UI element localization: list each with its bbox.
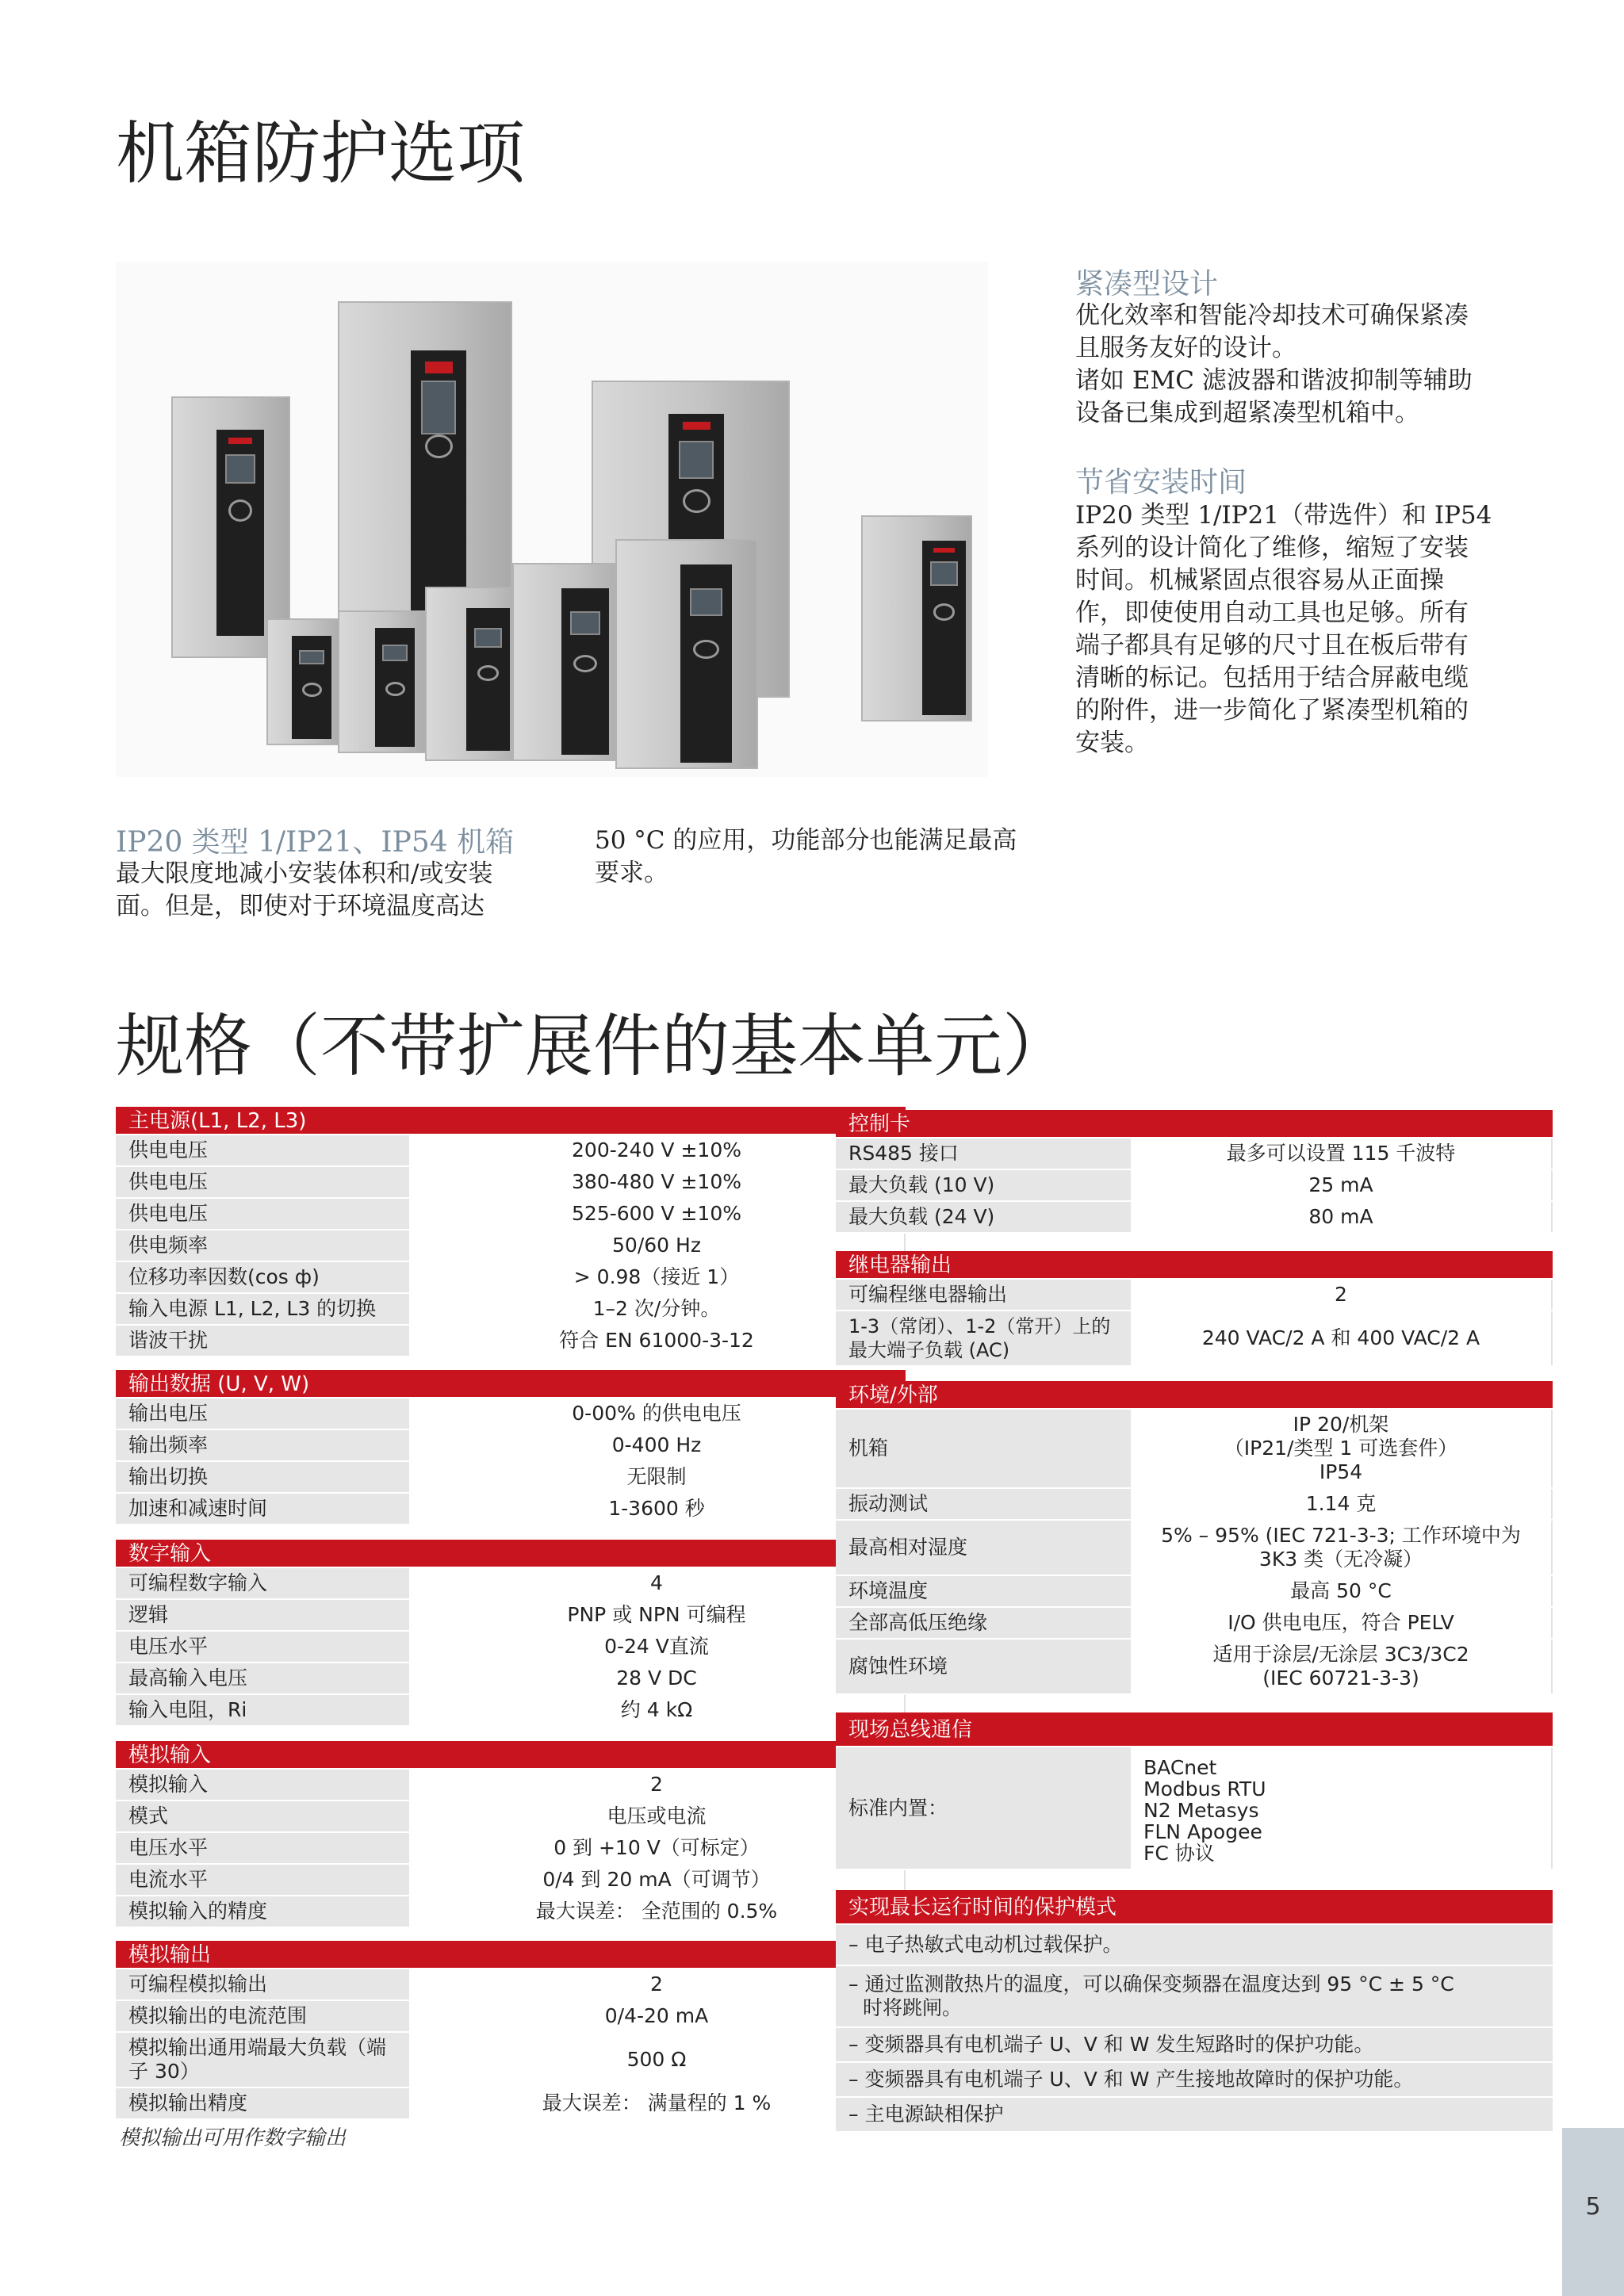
page-title: 机箱防护选项 — [116, 114, 525, 193]
protection-header: 实现最长运行时间的保护模式 — [836, 1890, 1553, 1925]
page-number: 5 — [1585, 2193, 1601, 2221]
analog-input-table — [116, 1741, 906, 1928]
analog-output-note: 模拟输出可用作数字输出 — [119, 2126, 347, 2150]
design-text: 优化效率和智能冷却技术可确保紧凑 且服务友好的设计。 诸如 EMC 滤波器和谐波抑制等辅助 设备已集成到超紧凑型机箱中。 — [1075, 301, 1473, 427]
table-row: 最大负载 (10 V) 25 mA — [836, 1170, 1553, 1202]
table-row: 位移功率因数(cos ф) > 0.98（接近 1） — [116, 1262, 906, 1294]
list-item: – 通过监测散热片的温度，可以确保变频器在温度达到 95 °C ± 5 °C 时将跳闸。 — [836, 1966, 1553, 2028]
table-row: 模拟输入的精度 最大误差： 全范围的 0.5% — [116, 1896, 906, 1928]
list-item: – 变频器具有电机端子 U、V 和 W 发生短路时的保护功能。 — [836, 2028, 1553, 2063]
drive-unit — [338, 610, 433, 753]
install-text: IP20 类型 1/IP21（带选件）和 IP54 系列的设计简化了维修，缩短了安装 时间。机械紧固点很容易从正面操 作，即使使用自动工具也足够。所有 端子都具有足够的尺寸且在板后带有 清晰的标记。包括用于结合屏蔽电缆 的附件，进一步简化了紧凑型机箱的 安装。 — [1075, 501, 1492, 757]
table-row: 1-3（常闭）、1-2（常开）上的最大端子负载 (AC) 240 VAC/2 A 和 400 VAC/2 A — [836, 1311, 1553, 1367]
table-row: 机箱 IP 20/机架 （IP21/类型 1 可选套件） IP54 — [836, 1410, 1553, 1489]
table-row: 电压水平 0-24 V直流 — [116, 1632, 906, 1663]
table-row: 最高相对湿度 5% – 95% (IEC 721-3-3; 工作环境中为 3K3 类（无冷凝） — [836, 1521, 1553, 1576]
spec-title: 规格（不带扩展件的基本单元） — [116, 1007, 1071, 1086]
fieldbus-header: 现场总线通信 — [836, 1712, 1553, 1747]
ip-text-left: 最大限度地减小安装体积和/或安装 面。但是，即使对于环境温度高达 — [116, 859, 493, 920]
drive-unit — [266, 618, 346, 745]
product-photo — [116, 262, 988, 777]
analog-output-table — [116, 1941, 906, 2120]
table-row: 电流水平 0/4 到 20 mA（可调节） — [116, 1865, 906, 1896]
environment-table — [836, 1381, 1553, 1695]
table-row: 最大负载 (24 V) 80 mA — [836, 1202, 1553, 1234]
table-row: 输入电源 L1, L2, L3 的切换 1–2 次/分钟。 — [116, 1294, 906, 1326]
table-row: 可编程继电器输出 2 — [836, 1280, 1553, 1311]
mains-header: 主电源(L1, L2, L3) — [116, 1107, 906, 1135]
table-row: 供电电压 200-240 V ±10% — [116, 1135, 906, 1167]
table-row: 环境温度 最高 50 °C — [836, 1576, 1553, 1608]
list-item: – 电子热敏式电动机过载保护。 — [836, 1925, 1553, 1966]
table-row: 加速和减速时间 1-3600 秒 — [116, 1494, 906, 1525]
table-row: 可编程模拟输出 2 — [116, 1969, 906, 2001]
relay-header: 继电器输出 — [836, 1251, 1553, 1280]
table-row: 模拟输入 2 — [116, 1770, 906, 1801]
table-row: 谐波干扰 符合 EN 61000-3-12 — [116, 1326, 906, 1357]
table-row: 供电电压 380-480 V ±10% — [116, 1167, 906, 1199]
table-row: 可编程数字输入 4 — [116, 1568, 906, 1600]
design-heading: 紧凑型设计 — [1075, 268, 1219, 300]
env-header: 环境/外部 — [836, 1381, 1553, 1410]
analog-in-header: 模拟输入 — [116, 1741, 906, 1770]
install-heading: 节省安装时间 — [1075, 466, 1247, 499]
control-header: 控制卡 — [836, 1110, 1553, 1138]
control-card-table — [836, 1110, 1553, 1234]
table-row: 电压水平 0 到 +10 V（可标定） — [116, 1833, 906, 1865]
table-row: 振动测试 1.14 克 — [836, 1489, 1553, 1521]
table-row: 模拟输出精度 最大误差： 满量程的 1 % — [116, 2088, 906, 2120]
list-item: – 主电源缺相保护 — [836, 2098, 1553, 2133]
drive-unit — [512, 563, 631, 761]
table-row: 输入电阻，Ri 约 4 kΩ — [116, 1695, 906, 1727]
ip-text-right: 50 °C 的应用，功能部分也能满足最高 要求。 — [595, 826, 1017, 887]
table-row: 最高输入电压 28 V DC — [116, 1663, 906, 1695]
table-row: 模拟输出的电流范围 0/4-20 mA — [116, 2001, 906, 2033]
output-table — [116, 1370, 906, 1525]
table-row: 模拟输出通用端最大负载（端子 30） 500 Ω — [116, 2033, 906, 2088]
table-row: 腐蚀性环境 适用于涂层/无涂层 3C3/3C2 (IEC 60721-3-3) — [836, 1640, 1553, 1695]
table-row: 逻辑 PNP 或 NPN 可编程 — [116, 1600, 906, 1632]
analog-out-header: 模拟输出 — [116, 1941, 906, 1969]
table-row: 输出频率 0-400 Hz — [116, 1430, 906, 1462]
table-row: 供电频率 50/60 Hz — [116, 1230, 906, 1262]
list-item: – 变频器具有电机端子 U、V 和 W 产生接地故障时的保护功能。 — [836, 2063, 1553, 2098]
table-row: 输出切换 无限制 — [116, 1462, 906, 1494]
ip-heading: IP20 类型 1/IP21、IP54 机箱 — [116, 826, 515, 859]
page-tab — [1562, 2128, 1624, 2296]
table-row: 供电电压 525-600 V ±10% — [116, 1199, 906, 1230]
table-row: 全部高低压绝缘 I/O 供电电压，符合 PELV — [836, 1608, 1553, 1640]
drive-unit — [861, 515, 972, 721]
table-row: 模式 电压或电流 — [116, 1801, 906, 1833]
table-row: RS485 接口 最多可以设置 115 千波特 — [836, 1138, 1553, 1170]
protection-table — [836, 1890, 1553, 2133]
relay-table — [836, 1251, 1553, 1367]
digital-input-table — [116, 1540, 906, 1727]
output-header: 输出数据 (U, V, W) — [116, 1370, 906, 1399]
fieldbus-table — [836, 1712, 1553, 1870]
mains-table — [116, 1107, 906, 1357]
table-row: 输出电压 0-00% 的供电电压 — [116, 1399, 906, 1430]
digital-header: 数字输入 — [116, 1540, 906, 1568]
drive-unit — [615, 539, 758, 769]
table-row: 标准内置： BACnet Modbus RTU N2 Metasys FLN Apogee FC 协议 — [836, 1747, 1553, 1870]
